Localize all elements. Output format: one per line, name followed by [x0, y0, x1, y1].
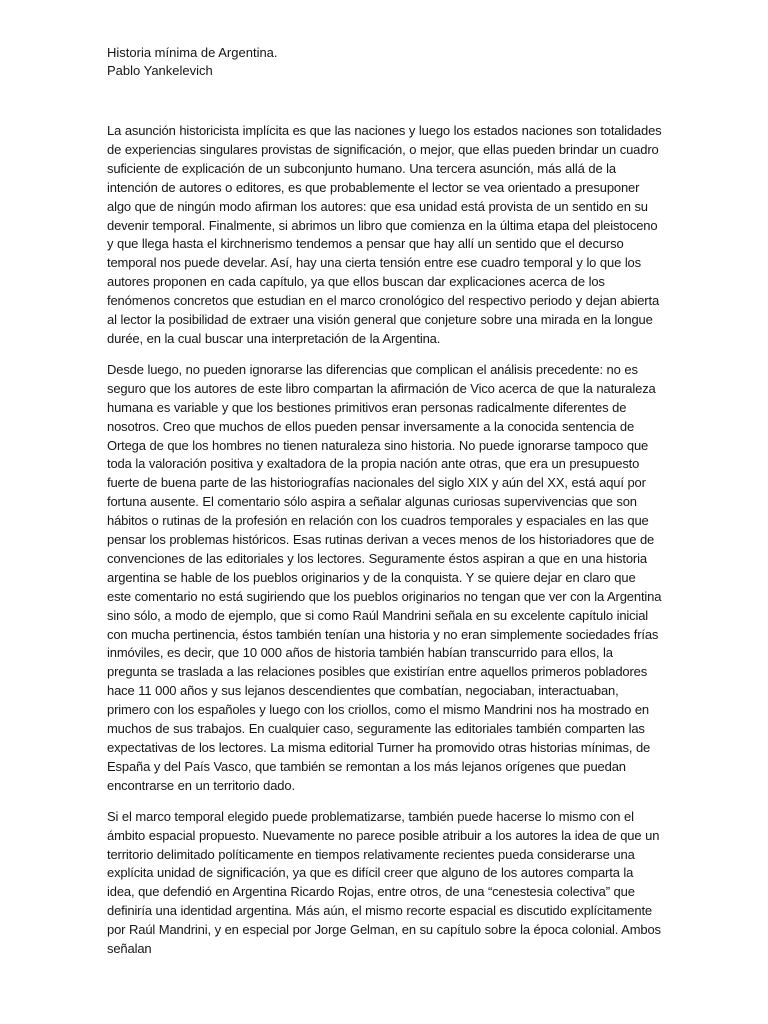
header-spacer	[107, 80, 663, 122]
paragraph-1: La asunción historicista implícita es que las naciones y luego los estados naciones son totalidades de experiencias singulares provistas de significación, o mejor, que ellas pueden brindar un cuadro suficiente de explicación de un subconjunto humano. Una tercera asunción, más allá de la intención de autores o editores, es que probablemente el lector se vea orientado a presuponer algo que de ningún modo afirman los autores: que esa unidad está provista de un sentido en su devenir temporal. Finalmente, si abrimos un libro que comienza en la última etapa del pleistoceno y que llega hasta el kirchnerismo tendemos a pensar que hay allí un sentido que el decurso temporal nos puede develar. Así, hay una cierta tensión entre ese cuadro temporal y lo que los autores proponen en cada capítulo, ya que ellos buscan dar explicaciones acerca de los fenómenos concretos que estudian en el marco cronológico del respectivo periodo y dejan abierta al lector la posibilidad de extraer una visión general que conjeture sobre una mirada en la longue durée, en la cual buscar una interpretación de la Argentina.	[107, 123, 662, 346]
paragraph-3: Si el marco temporal elegido puede problematizarse, también puede hacerse lo mismo con el ámbito espacial propuesto. Nuevamente no parece posible atribuir a los autores la idea de que un territorio delimitado políticamente en tiempos relativamente recientes pueda considerarse una explícita unidad de significación, ya que es difícil creer que alguno de los autores comparta la idea, que defendió en Argentina Ricardo Rojas, entre otros, de una “cenestesia colectiva” que definiría una identidad argentina. Más aún, el mismo recorte espacial es discutido explícitamente por Raúl Mandrini, y en especial por Jorge Gelman, en su capítulo sobre la época colonial. Ambos señalan	[107, 808, 661, 957]
document-title: Historia mínima de Argentina.	[107, 45, 278, 60]
document-author: Pablo Yankelevich	[107, 63, 213, 78]
document-body	[107, 44, 663, 971]
paragraph-2: Desde luego, no pueden ignorarse las diferencias que complican el análisis precedente: no es seguro que los autores de este libro compartan la afirmación de Vico acerca de que la naturaleza humana es variable y que los bestiones primitivos eran personas radicalmente diferentes de nosotros. Creo que muchos de ellos pueden pensar inversamente a la conocida sentencia de Ortega de que los hombres no tienen naturaleza sino historia. No puede ignorarse tampoco que toda la valoración positiva y exaltadora de la propia nación ante otras, que era un presupuesto fuerte de buena parte de las historiografías nacionales del siglo XIX y aún del XX, está aquí por fortuna ausente. El comentario sólo aspira a señalar algunas curiosas supervivencias que son hábitos o rutinas de la profesión en relación con los cuadros temporales y espaciales en las que pensar los problemas históricos. Esas rutinas derivan a veces menos de los historiadores que de convenciones de las editoriales y los lectores. Seguramente éstos aspiran a que en una historia argentina se hable de los pueblos originarios y de la conquista. Y se quiere dejar en claro que este comentario no está sugiriendo que los pueblos originarios no tengan que ver con la Argentina sino sólo, a modo de ejemplo, que si como Raúl Mandrini señala en su excelente capítulo inicial con mucha pertinencia, éstos también tenían una historia y no eran simplemente sociedades frías inmóviles, es decir, que 10 000 años de historia también habían transcurrido para ellos, la pregunta se traslada a las relaciones posibles que existirían entre aquellos primeros pobladores hace 11 000 años y sus lejanos descendientes que combatían, negociaban, interactuaban, primero con los españoles y luego con los criollos, como el mismo Mandrini nos ha mostrado en muchos de sus trabajos. En cualquier caso, seguramente las editoriales también comparten las expectativas de los lectores. La misma editorial Turner ha promovido otras historias mínimas, de España y del País Vasco, que también se remontan a los más lejanos orígenes que puedan encontrarse en un territorio dado.	[107, 361, 662, 793]
